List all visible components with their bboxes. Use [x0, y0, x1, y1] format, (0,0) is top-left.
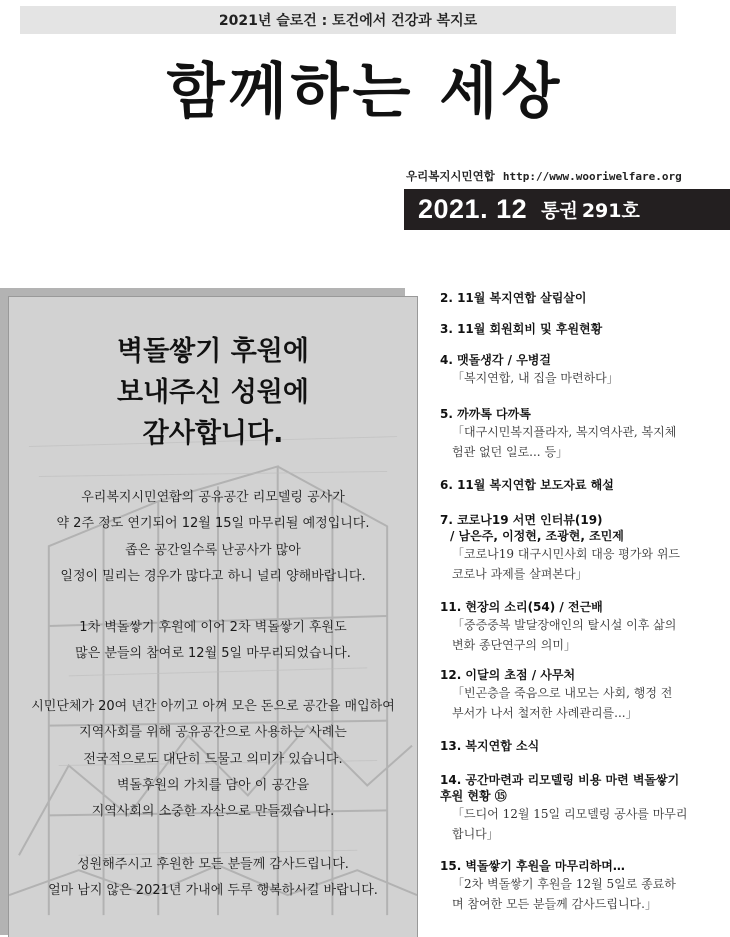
- issue-date: 2021. 12: [418, 194, 528, 224]
- toc-item-title: 13. 복지연합 소식: [440, 739, 540, 753]
- toc-item-desc: 「코로나19 대구시민사회 대응 평가와 위드: [452, 547, 681, 561]
- feature-paragraph: [9, 694, 417, 825]
- issue-bar: [404, 189, 730, 230]
- publisher-url[interactable]: http://www.wooriwelfare.org: [502, 170, 682, 183]
- toc-item-title-cont: 후원 현황 ⑮: [440, 789, 507, 803]
- toc-item-title: 4. 맷돌생각 / 우병걸: [440, 353, 551, 367]
- toc-item-desc: 「2차 벽돌쌓기 후원을 12월 5일로 종료하: [452, 877, 676, 891]
- toc-item[interactable]: [440, 406, 720, 462]
- toc-item-desc: 「대구시민복지플라자, 복지역사관, 복지체: [452, 425, 677, 439]
- toc-item-title: 11. 현장의 소리(54) / 전근배: [440, 600, 603, 614]
- paragraph-line: 지역사회를 위해 공유공간으로 사용하는 사례는: [79, 725, 347, 741]
- paragraph-line: 많은 분들의 참여로 12월 5일 마무리되었습니다.: [75, 646, 351, 662]
- issue-number: 291호: [581, 200, 640, 222]
- feature-box: [8, 296, 418, 937]
- toc-item-desc: 「중증중복 발달장애인의 탈시설 이후 삶의: [452, 618, 677, 632]
- toc-item[interactable]: [440, 858, 720, 914]
- publisher-line: [406, 168, 706, 184]
- paragraph-line: 얼마 남지 않은 2021년 가내에 두루 행복하시길 바랍니다.: [48, 883, 378, 899]
- paragraph-line: 1차 벽돌쌓기 후원에 이어 2차 벽돌쌓기 후원도: [79, 620, 347, 635]
- toc-item-title: 12. 이달의 초점 / 사무처: [440, 668, 576, 682]
- toc-item[interactable]: [440, 738, 720, 754]
- toc-item[interactable]: [440, 321, 720, 337]
- toc-item[interactable]: [440, 290, 720, 306]
- headline-line: 벽돌쌓기 후원에: [117, 336, 309, 367]
- toc-item[interactable]: [440, 477, 720, 493]
- toc-item[interactable]: [440, 772, 720, 844]
- toc-item-title: 14. 공간마련과 리모델링 비용 마련 벽돌쌓기: [440, 773, 680, 787]
- toc-item-title: 2. 11월 복지연합 살림살이: [440, 291, 587, 305]
- toc-item-desc: 험관 없던 일로... 등」: [452, 445, 569, 459]
- paragraph-line: 일정이 밀리는 경우가 많다고 하니 널리 양해바랍니다.: [60, 568, 366, 584]
- toc-item[interactable]: [440, 667, 720, 723]
- toc-item-title: 6. 11월 복지연합 보도자료 해설: [440, 478, 614, 492]
- paragraph-line: 성원해주시고 후원한 모든 분들께 감사드립니다.: [77, 857, 349, 872]
- toc-item[interactable]: [440, 599, 720, 655]
- toc-item-desc: 「빈곤층을 죽음으로 내모는 사회, 행정 전: [452, 686, 673, 700]
- toc-item-desc: 코로나 과제를 살펴본다」: [452, 567, 588, 581]
- toc-item-title: 3. 11월 회원회비 및 후원현황: [440, 322, 603, 336]
- toc-item-desc: 「복지연합, 내 집을 마련하다」: [452, 371, 619, 385]
- toc-item-desc: 「드디어 12월 15일 리모델링 공사를 마무리: [452, 807, 688, 821]
- toc-item-desc: 합니다」: [452, 827, 499, 841]
- headline-line: 보내주신 성원에: [117, 377, 309, 408]
- toc-item[interactable]: [440, 352, 720, 388]
- paragraph-line: 전국적으로도 대단히 드물고 의미가 있습니다.: [83, 751, 343, 767]
- slogan-bar: [20, 6, 676, 34]
- feature-content: [9, 297, 417, 937]
- toc-item-subtitle: / 남은주, 이정현, 조광현, 조민제: [450, 529, 624, 543]
- toc-item-title: 5. 까까톡 다까톡: [440, 407, 531, 421]
- toc-item-desc: 며 참여한 모든 분들께 감사드립니다.」: [452, 897, 657, 911]
- paragraph-line: 약 2주 정도 연기되어 12월 15일 마무리될 예정입니다.: [56, 516, 370, 532]
- toc-item-title: 15. 벽돌쌓기 후원을 마무리하며…: [440, 859, 625, 873]
- toc-item-title: 7. 코로나19 서면 인터뷰(19): [440, 513, 603, 527]
- headline-line: 감사합니다.: [142, 418, 284, 449]
- paragraph-line: 시민단체가 20여 년간 아끼고 아껴 모은 돈으로 공간을 매입하여: [31, 699, 395, 714]
- issue-label: 통권: [541, 200, 578, 222]
- toc-item-desc: 변화 종단연구의 의미」: [452, 638, 576, 652]
- paragraph-line: 벽돌후원의 가치를 담아 이 공간을: [116, 777, 310, 793]
- feature-paragraph: [9, 615, 417, 668]
- slogan-text: 2021년 슬로건 : 토건에서 건강과 복지로: [218, 13, 478, 29]
- paragraph-line: 우리복지시민연합의 공유공간 리모델링 공사가: [81, 490, 345, 505]
- feature-headline: [9, 331, 417, 454]
- feature-paragraph: [9, 485, 417, 590]
- masthead-title: 함께하는 세상: [166, 57, 564, 127]
- toc-item[interactable]: [440, 512, 720, 584]
- toc-item-desc: 부서가 나서 철저한 사례관리를...」: [452, 706, 638, 720]
- publisher-name: 우리복지시민연합: [406, 169, 495, 183]
- paragraph-line: 좁은 공간일수록 난공사가 많아: [125, 542, 301, 558]
- paragraph-line: 지역사회의 소중한 자산으로 만들겠습니다.: [91, 804, 335, 820]
- feature-paragraph: [9, 852, 417, 905]
